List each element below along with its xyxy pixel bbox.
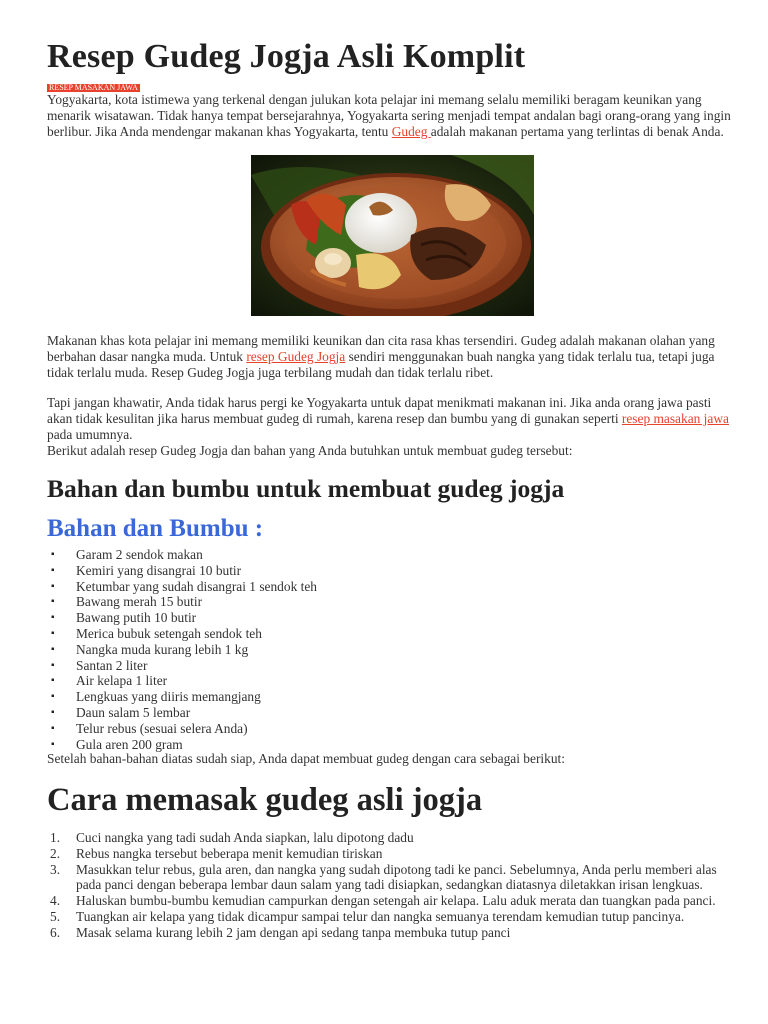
ingredient-text: Ketumbar yang sudah disangrai 1 sendok teh [76, 578, 317, 594]
bullet-icon: ▪ [51, 738, 55, 750]
step-number: 2. [50, 845, 61, 861]
step-number: 5. [50, 908, 61, 924]
step-number: 4. [50, 893, 61, 909]
bullet-icon: ▪ [51, 564, 55, 576]
heading-bahan: Bahan dan bumbu untuk membuat gudeg jogja [47, 474, 565, 503]
ingredient-item [47, 721, 737, 737]
ingredient-item [47, 737, 737, 753]
paragraph-intro-recipe: Berikut adalah resep Gudeg Jogja dan bahan yang Anda butuhkan untuk membuat gudeg tersebut: [47, 443, 573, 458]
bullet-icon: ▪ [51, 549, 55, 560]
intro-text-after: adalah makanan pertama yang terlintas di benak Anda. [430, 123, 724, 139]
ingredient-text: Garam 2 sendok makan [76, 547, 203, 562]
ingredient-item [47, 689, 737, 705]
ingredient-text: Daun salam 5 lembar [76, 704, 191, 720]
ingredient-item [47, 642, 737, 658]
ingredient-item [47, 547, 737, 563]
cooking-step [47, 830, 737, 846]
article-title: Resep Gudeg Jogja Asli Komplit [47, 38, 526, 75]
cooking-steps-list [47, 830, 737, 941]
para2-text-after: pada umumnya. [47, 426, 133, 442]
step-text: Masukkan telur rebus, gula aren, dan nangka yang sudah dipotong tadi ke panci. Sebelumnya, Anda perlu memberi alas pada panci dengan beberapa lembar daun salam yang tadi disiapkan, sedangkan diatasnya diletakkan irisan lengkuas. [76, 861, 717, 893]
ingredient-list [47, 547, 737, 752]
step-number: 6. [50, 924, 61, 940]
ingredient-item [47, 563, 737, 579]
para2-text-before: Tapi jangan khawatir, Anda tidak harus pergi ke Yogyakarta untuk dapat menikmati makanan ini. Jika anda orang jawa pasti akan tidak kesulitan jika harus membuat gudeg di rumah, karena resep dan bumbu yang di gunakan seperti [47, 395, 712, 426]
paragraph-reassurance [47, 395, 737, 442]
category-tag-link[interactable]: RESEP MASAKAN JAWA [49, 83, 138, 92]
intro-paragraph [47, 92, 737, 139]
para1-text-before: Makanan khas kota pelajar ini memang memiliki keunikan dan cita rasa khas tersendiri. Gudeg adalah makanan olahan yang berbahan dasar nangka muda. Untuk [47, 333, 715, 364]
heading-cara-memasak: Cara memasak gudeg asli jogja [47, 782, 483, 818]
ingredient-text: Telur rebus (sesuai selera Anda) [76, 720, 248, 736]
cooking-step [47, 925, 737, 941]
resep-masakan-jawa-link[interactable]: resep masakan jawa [621, 410, 729, 426]
ingredient-text: Santan 2 liter [76, 657, 148, 673]
step-text: Rebus nangka tersebut beberapa menit kemudian tiriskan [76, 845, 383, 861]
bullet-icon: ▪ [51, 691, 55, 703]
bullet-icon: ▪ [51, 675, 55, 687]
ingredient-text: Gula aren 200 gram [76, 736, 183, 752]
ingredient-text: Bawang putih 10 butir [76, 610, 197, 626]
ingredient-item [47, 610, 737, 626]
bullet-icon: ▪ [51, 627, 55, 639]
ingredient-item [47, 658, 737, 674]
subheading-bahan: Bahan dan Bumbu : [47, 515, 264, 542]
paragraph-after-ingredients: Setelah bahan-bahan diatas sudah siap, Anda dapat membuat gudeg dengan cara sebagai berikut: [47, 751, 565, 766]
bullet-icon: ▪ [51, 643, 55, 655]
gudeg-plate-illustration [251, 155, 534, 316]
ingredient-text: Lengkuas yang diiris memangjang [76, 689, 261, 705]
ingredient-text: Kemiri yang disangrai 10 butir [76, 562, 242, 578]
ingredient-item [47, 673, 737, 689]
intro-text-before: Yogyakarta, kota istimewa yang terkenal dengan julukan kota pelajar ini memang selalu memiliki beragam keunikan yang menarik wisatawan. Tidak hanya tempat bersejarahnya, Yogyakarta sering menjadi tempat andalan bagi orang-orang yang ingin berlibur. Jika Anda mendengar makanan khas Yogyakarta, tentu [47, 92, 731, 139]
cooking-step [47, 893, 737, 909]
bullet-icon: ▪ [51, 580, 55, 592]
ingredient-text: Bawang merah 15 butir [76, 594, 203, 610]
step-number: 3. [50, 861, 61, 877]
resep-gudeg-jogja-link[interactable]: resep Gudeg Jogja [246, 348, 346, 364]
step-text: Masak selama kurang lebih 2 jam dengan api sedang tanpa membuka tutup panci [76, 924, 511, 940]
ingredient-item [47, 594, 737, 610]
bullet-icon: ▪ [51, 659, 55, 671]
step-text: Tuangkan air kelapa yang tidak dicampur sampai telur dan nangka semuanya terendam kemudian tutup pancinya. [76, 908, 685, 924]
step-text: Haluskan bumbu-bumbu kemudian campurkan dengan setengah air kelapa. Lalu aduk merata dan tuangkan pada panci. [76, 893, 716, 909]
cooking-step [47, 846, 737, 862]
cooking-step [47, 909, 737, 925]
ingredient-text: Air kelapa 1 liter [76, 673, 168, 689]
gudeg-photo [251, 155, 534, 316]
ingredient-item [47, 626, 737, 642]
ingredient-item [47, 705, 737, 721]
step-number: 1. [50, 830, 61, 845]
bullet-icon: ▪ [51, 612, 55, 624]
ingredient-text: Merica bubuk setengah sendok teh [76, 625, 262, 641]
bullet-icon: ▪ [51, 596, 55, 608]
cooking-step [47, 862, 737, 894]
para1-text-after: sendiri menggunakan buah nangka yang tidak terlalu tua, tetapi juga tidak terlalu muda. Resep Gudeg Jogja juga terbilang mudah dan tidak terlalu ribet. [47, 348, 715, 380]
ingredient-item [47, 579, 737, 595]
gudeg-link[interactable]: Gudeg [391, 123, 431, 139]
bullet-icon: ▪ [51, 722, 55, 734]
bullet-icon: ▪ [51, 706, 55, 718]
paragraph-gudeg-description [47, 333, 737, 380]
step-text: Cuci nangka yang tadi sudah Anda siapkan, lalu dipotong dadu [76, 830, 414, 845]
ingredient-text: Nangka muda kurang lebih 1 kg [76, 641, 249, 657]
